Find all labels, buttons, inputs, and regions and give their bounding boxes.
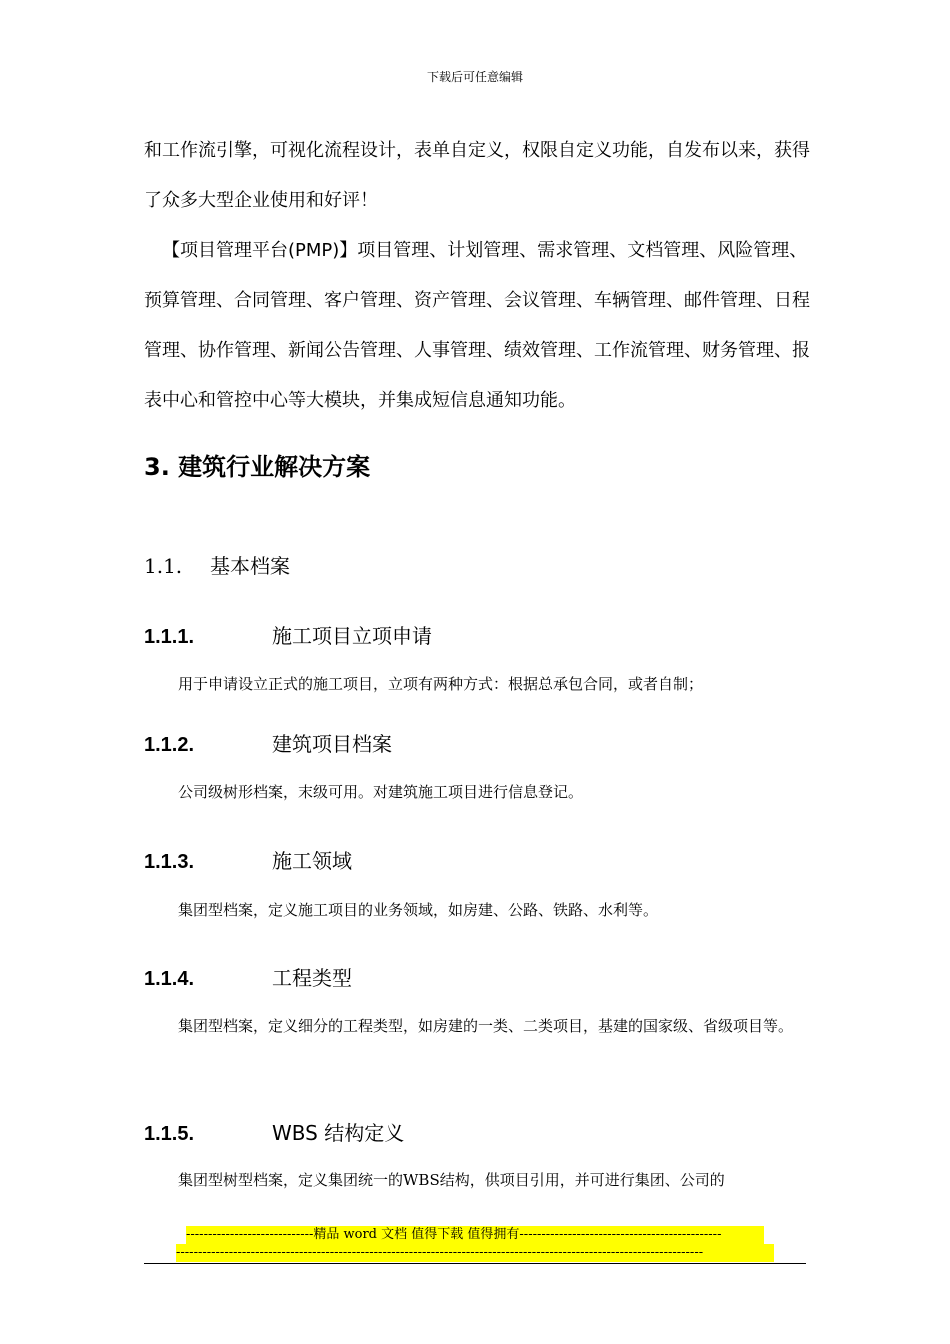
item-heading-3 <box>144 845 352 874</box>
item-title: 施工项目立项申请 <box>272 624 432 648</box>
item-number: 1.1.4. <box>144 968 195 990</box>
item-heading-1 <box>144 620 432 649</box>
item-heading-2 <box>144 728 392 757</box>
item-number: 1.1.1. <box>144 626 195 648</box>
item-number: 1.1.5. <box>144 1123 195 1145</box>
item-number: 1.1.2. <box>144 734 195 756</box>
section-1-1-heading <box>144 550 290 579</box>
item-title: 工程类型 <box>272 966 352 990</box>
footer-rule <box>144 1263 806 1264</box>
intro-paragraph-1: 和工作流引擎，可视化流程设计，表单自定义，权限自定义功能，自发布以来，获得了众多大型企业使用和好评！ <box>144 140 810 211</box>
footer-banner-line-2: ------------------------------------------------------------------------------------------------------------------------ <box>176 1244 774 1262</box>
item-title: WBS 结构定义 <box>272 1121 405 1145</box>
section-3-heading: 3. 建筑行业解决方案 <box>144 453 371 481</box>
footer-banner-line-1: -----------------------------精品 word 文档 值得下载 值得拥有---------------------------------------------- <box>186 1226 764 1244</box>
item-title: 施工领域 <box>272 849 352 873</box>
intro-paragraph-2: 【项目管理平台(PMP)】项目管理、计划管理、需求管理、文档管理、风险管理、预算管理、合同管理、客户管理、资产管理、会议管理、车辆管理、邮件管理、日程管理、协作管理、新闻公告管理、人事管理、绩效管理、工作流管理、财务管理、报表中心和管控中心等大模块，并集成短信息通知功能。 <box>144 240 810 411</box>
section-title: 基本档案 <box>210 554 290 578</box>
item-number: 1.1.3. <box>144 851 195 873</box>
item-title: 建筑项目档案 <box>272 732 392 756</box>
item-desc-4: 集团型档案，定义细分的工程类型，如房建的一类、二类项目，基建的国家级、省级项目等。 <box>178 1017 794 1035</box>
item-heading-5 <box>144 1117 404 1146</box>
page-header: 下载后可任意编辑 <box>426 70 523 84</box>
item-desc-2: 公司级树形档案，末级可用。对建筑施工项目进行信息登记。 <box>178 783 584 801</box>
item-desc-5: 集团型树型档案，定义集团统一的WBS结构，供项目引用，并可进行集团、公司的 <box>178 1171 725 1189</box>
section-number: 1.1. <box>144 554 183 578</box>
item-desc-1: 用于申请设立正式的施工项目，立项有两种方式：根据总承包合同，或者自制； <box>178 675 704 693</box>
item-heading-4 <box>144 962 352 991</box>
item-desc-3: 集团型档案，定义施工项目的业务领域，如房建、公路、铁路、水利等。 <box>178 901 659 919</box>
